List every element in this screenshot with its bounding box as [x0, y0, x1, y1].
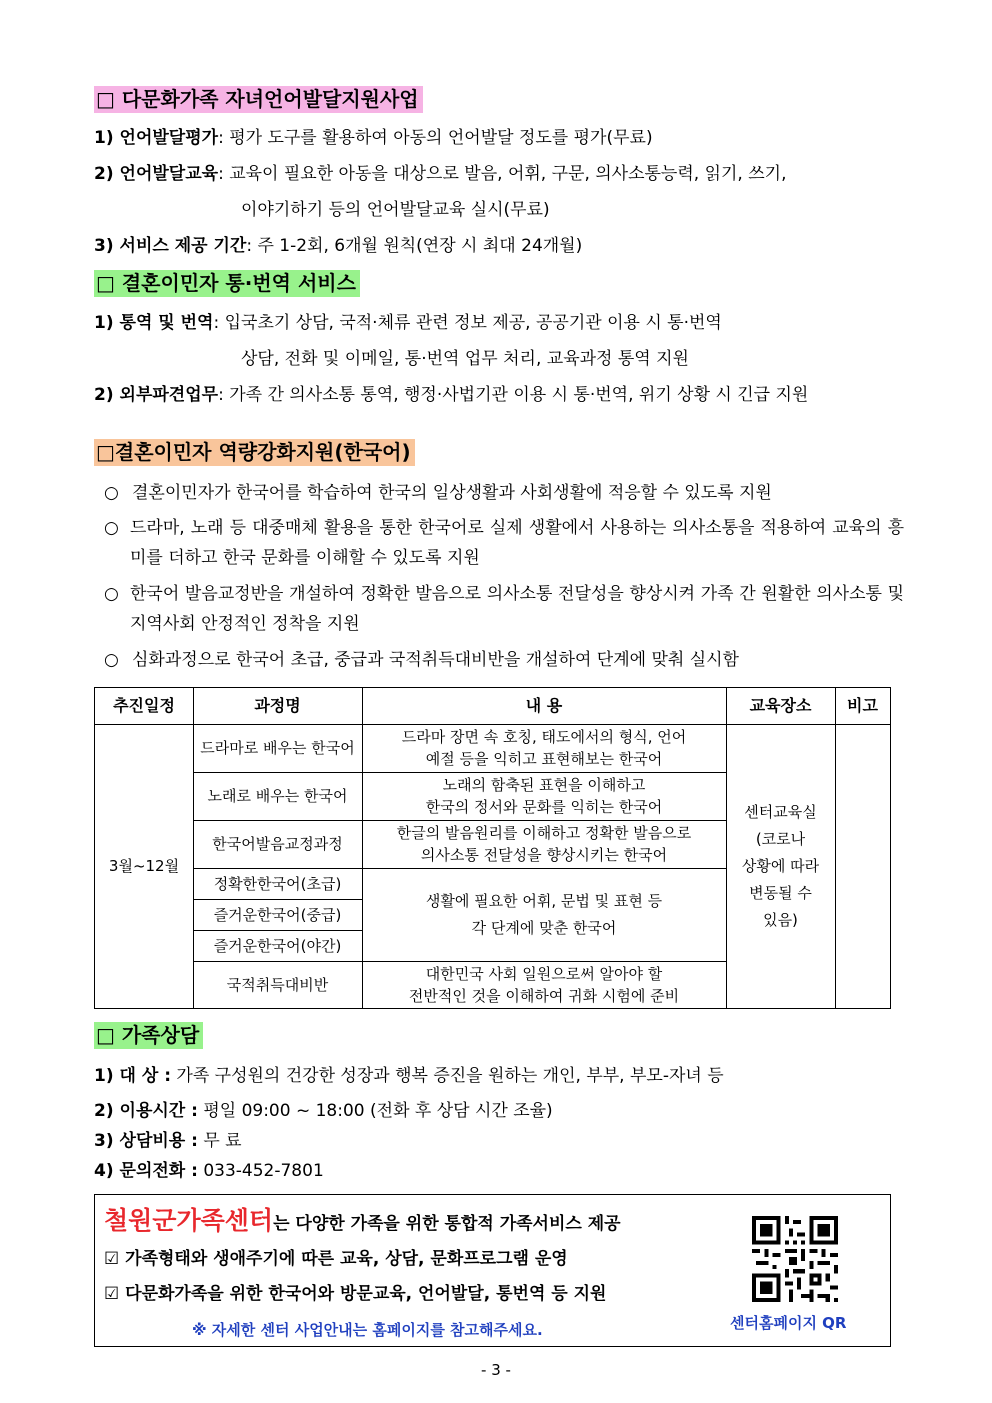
item-phone: [94, 1159, 324, 1183]
header-place: 교육장소: [749, 696, 812, 715]
schedule-cell: 3월~12월: [108, 857, 180, 875]
note-cell: [835, 724, 890, 1008]
item-text: : 가족 간 의사소통 통역, 행정·사법기관 이용 시 통·번역, 위기 상황 시 긴급 지원: [218, 385, 809, 405]
header-course: 과정명: [254, 696, 301, 715]
header-note: 비고: [847, 696, 878, 715]
qr-label: 센터홈페이지 QR: [730, 1314, 847, 1332]
content-line: 한글의 발음원리를 이해하고 정확한 발음으로: [396, 824, 692, 842]
content-line: 각 단계에 맞춘 한국어: [471, 918, 617, 937]
page-number: - 3 -: [481, 1361, 511, 1379]
bullet-item: [104, 645, 904, 675]
content-cell: [362, 961, 726, 1008]
place-line: 상황에 따라: [741, 856, 820, 875]
circle-bullet-icon: ○: [104, 584, 119, 604]
course-name: 즐거운한국어(중급): [213, 905, 342, 924]
content-line: 대한민국 사회 일원으로써 알아야 할: [425, 964, 663, 983]
promo-check-item: ☑ 다문화가족을 위한 한국어와 방문교육, 언어발달, 통번역 등 지원: [104, 1284, 607, 1304]
item-interpretation-cont: 상담, 전화 및 이메일, 통·번역 업무 처리, 교육과정 통역 지원: [241, 349, 689, 369]
item-hours: [94, 1099, 553, 1123]
section-title-korean-support: □결혼이민자 역량강화지원(한국어): [94, 439, 415, 466]
item-dispatch: [94, 383, 808, 407]
content-line: 생활에 필요한 어휘, 문법 및 표현 등: [425, 891, 663, 910]
place-line: 변동될 수: [749, 883, 812, 902]
content-line: 노래의 함축된 표현을 이해하고: [442, 776, 646, 794]
item-language-edu-cont: 이야기하기 등의 언어발달교육 실시(무료): [241, 200, 550, 220]
circle-bullet-icon: ○: [104, 518, 119, 538]
item-label: 2) 외부파견업무: [94, 385, 219, 405]
course-table: [94, 687, 891, 1009]
bullet-text: 심화과정으로 한국어 초급, 중급과 국적취득대비반을 개설하여 단계에 맞춰 실시함: [132, 650, 739, 670]
place-line: 센터교육실: [744, 802, 817, 821]
promo-note: ※ 자세한 센터 사업안내는 홈페이지를 참고해주세요.: [192, 1321, 543, 1339]
bullet-text: 드라마, 노래 등 대중매체 활용을 통한 한국어로 실제 생활에서 사용하는 의사소통을 적용하여 교육의 흥미를 더하고 한국 문화를 이해할 수 있도록 지원: [130, 518, 904, 568]
content-line: 전반적인 것을 이해하여 귀화 시험에 준비: [408, 986, 680, 1005]
item-text: 평일 09:00 ~ 18:00 (전화 후 상담 시간 조율): [203, 1101, 553, 1121]
item-label: 1) 언어발달평가: [94, 128, 219, 148]
item-text: : 평가 도구를 활용하여 아동의 언어발달 정도를 평가(무료): [218, 128, 653, 148]
section-title-language-dev: □ 다문화가족 자녀언어발달지원사업: [94, 86, 423, 113]
content-line: 예절 등을 익히고 표현해보는 한국어: [425, 750, 663, 768]
content-cell: [362, 868, 726, 961]
circle-bullet-icon: ○: [104, 650, 119, 670]
promo-check-item: ☑ 가족형태와 생애주기에 따른 교육, 상담, 문화프로그램 운영: [104, 1249, 568, 1269]
bullet-item: [104, 478, 904, 508]
course-name: 국적취득대비반: [226, 975, 329, 994]
bullet-item: [104, 513, 904, 573]
course-name: 한국어발음교정과정: [212, 835, 343, 853]
item-cost: [94, 1129, 242, 1153]
item-text: : 주 1-2회, 6개월 원칙(연장 시 최대 24개월): [246, 236, 583, 256]
content-line: 의사소통 전달성을 향상시키는 한국어: [420, 846, 668, 864]
content-line: 한국의 정서와 문화를 익히는 한국어: [425, 798, 663, 816]
promo-headline: [104, 1205, 621, 1240]
item-label: 2) 이용시간 :: [94, 1101, 198, 1121]
item-text: : 입국초기 상담, 국적·체류 관련 정보 제공, 공공기관 이용 시 통·번역: [213, 313, 722, 333]
item-label: 1) 대 상 :: [94, 1066, 171, 1086]
content-cell: [362, 820, 726, 868]
item-label: 1) 통역 및 번역: [94, 313, 214, 333]
content-cell: [362, 724, 726, 772]
circle-bullet-icon: ○: [104, 483, 119, 503]
item-service-period: [94, 234, 582, 258]
header-content: 내 용: [525, 696, 563, 715]
content-line: 드라마 장면 속 호칭, 태도에서의 형식, 언어: [401, 728, 687, 746]
section-title-translation: □ 결혼이민자 통·번역 서비스: [94, 270, 360, 297]
item-interpretation: [94, 311, 722, 335]
place-line: (코로나: [755, 829, 806, 848]
item-text: : 교육이 필요한 아동을 대상으로 발음, 어휘, 구문, 의사소통능력, 읽기, 쓰기,: [218, 164, 787, 184]
course-name: 노래로 배우는 한국어: [207, 787, 348, 805]
bullet-text: 한국어 발음교정반을 개설하여 정확한 발음으로 의사소통 전달성을 향상시켜 가족 간 원활한 의사소통 및 지역사회 안정적인 정착을 지원: [130, 584, 904, 634]
place-cell: [726, 724, 835, 1008]
item-label: 2) 언어발달교육: [94, 164, 219, 184]
item-text: 가족 구성원의 건강한 성장과 행복 증진을 원하는 개인, 부부, 부모-자녀 등: [176, 1066, 724, 1086]
item-text: 033-452-7801: [203, 1161, 324, 1181]
item-label: 3) 상담비용 :: [94, 1131, 198, 1151]
item-label: 3) 서비스 제공 기간: [94, 236, 247, 256]
course-name: 정확한한국어(초급): [213, 874, 342, 893]
header-schedule: 추진일정: [113, 696, 175, 715]
item-target: [94, 1064, 724, 1088]
item-text: 무 료: [203, 1131, 242, 1151]
bullet-item: [104, 579, 904, 639]
item-language-eval: [94, 126, 653, 150]
center-name: 철원군가족센터: [104, 1206, 274, 1235]
item-language-edu: [94, 162, 787, 186]
section-title-counseling: □ 가족상담: [94, 1022, 203, 1049]
qr-code-icon[interactable]: [752, 1216, 838, 1302]
promo-headline-rest: 는 다양한 가족을 위한 통합적 가족서비스 제공: [273, 1214, 621, 1234]
item-label: 4) 문의전화 :: [94, 1161, 198, 1181]
bullet-text: 결혼이민자가 한국어를 학습하여 한국의 일상생활과 사회생활에 적응할 수 있도록 지원: [132, 483, 772, 503]
course-name: 즐거운한국어(야간): [213, 936, 342, 955]
content-cell: [362, 772, 726, 820]
place-line: 있음): [763, 910, 798, 929]
course-name: 드라마로 배우는 한국어: [200, 739, 355, 757]
